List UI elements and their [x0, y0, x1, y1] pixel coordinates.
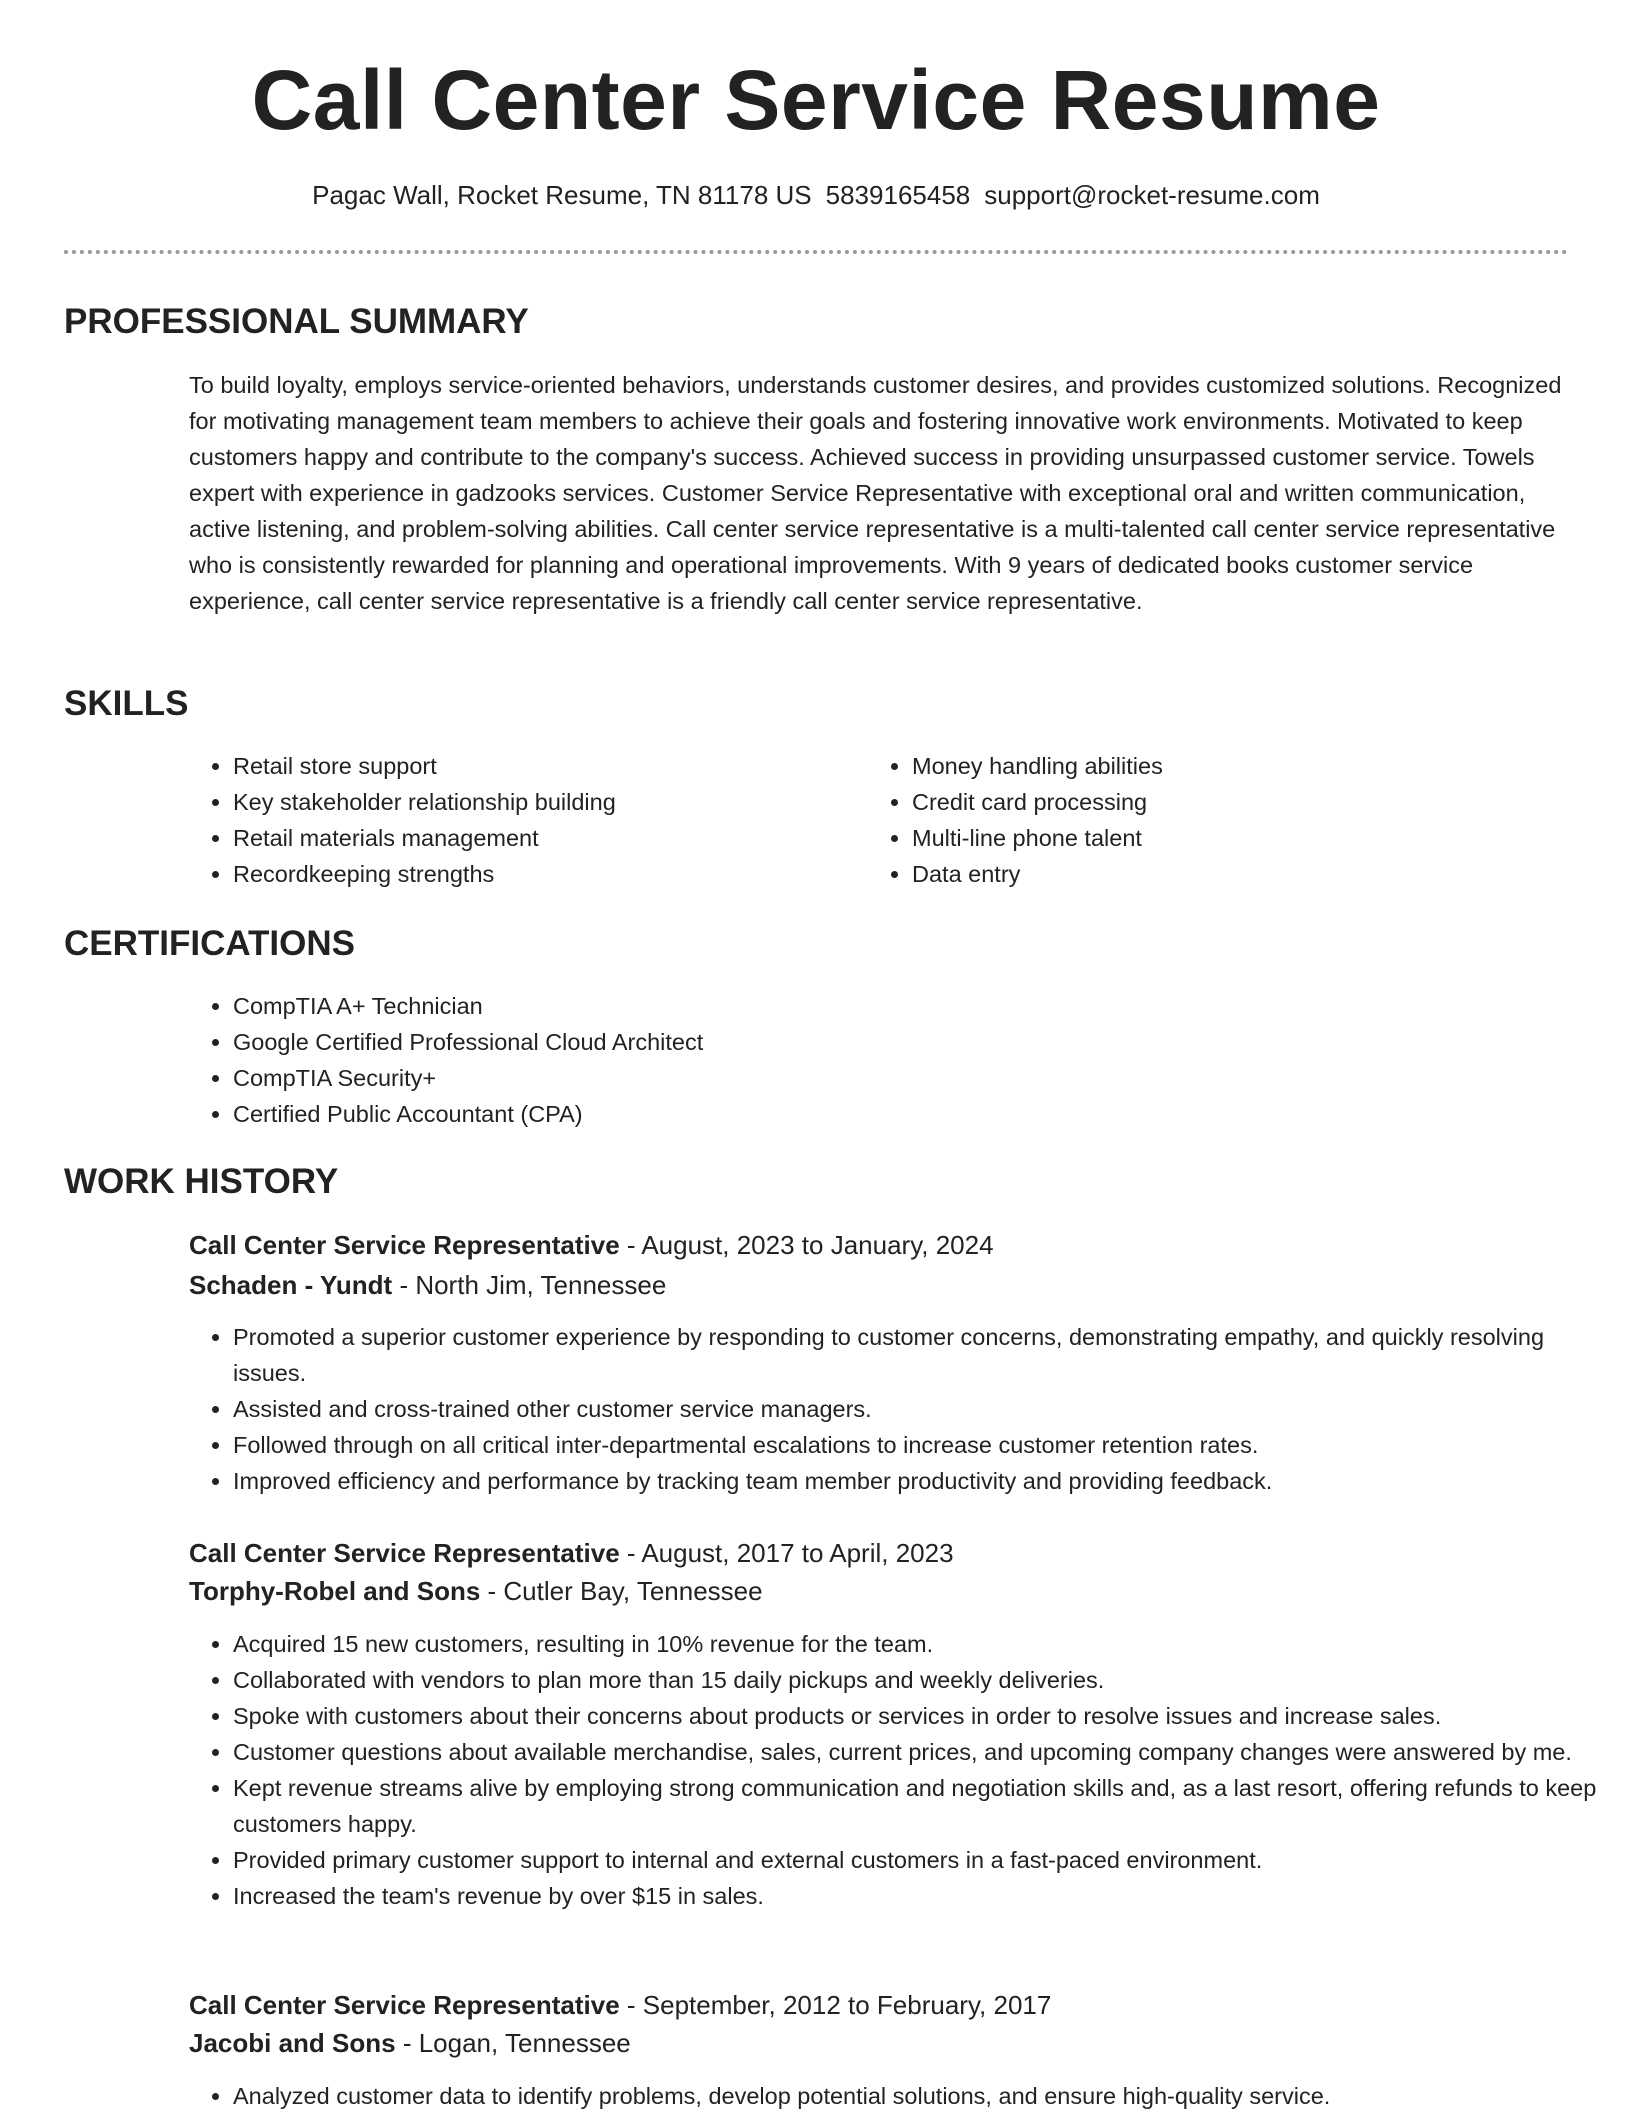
list-item: • Money handling abilities — [912, 748, 1592, 784]
job-dates: - August, 2017 to April, 2023 — [619, 1538, 954, 1568]
list-item: • Data entry — [912, 856, 1592, 892]
list-item: • Acquired 15 new customers, resulting in 10% revenue for the team. — [233, 1626, 1613, 1662]
job-title-line — [189, 1232, 994, 1258]
job-title: Call Center Service Representative — [189, 1538, 620, 1568]
list-item: • Assisted and cross-trained other customer service managers. — [233, 1391, 1613, 1427]
job-company-line — [189, 2030, 631, 2056]
list-item: • Analyzed customer data to identify problems, develop potential solutions, and ensure high-quality service. — [233, 2078, 1613, 2114]
list-item: • Customer questions about available merchandise, sales, current prices, and upcoming company changes were answered by me. — [233, 1734, 1613, 1770]
list-item: • Multi-line phone talent — [912, 820, 1592, 856]
list-item: • Certified Public Accountant (CPA) — [233, 1096, 1593, 1132]
list-item: • Collaborated with vendors to plan more than 15 daily pickups and weekly deliveries. — [233, 1662, 1613, 1698]
job-title: Call Center Service Representative — [189, 1990, 620, 2020]
job-company-line — [189, 1272, 666, 1298]
list-item: • Recordkeeping strengths — [233, 856, 853, 892]
job-title-line — [189, 1992, 1051, 2018]
resume-title: Call Center Service Resume — [251, 53, 1381, 147]
job-dates: - August, 2023 to January, 2024 — [619, 1230, 994, 1260]
contact-line — [0, 182, 1632, 208]
list-item: • CompTIA A+ Technician — [233, 988, 1593, 1024]
skills-list-left — [189, 748, 853, 892]
contact-phone: 5839165458 — [825, 180, 971, 210]
contact-address: Pagac Wall, Rocket Resume, TN 81178 US — [312, 180, 812, 210]
list-item: • Increased the team's revenue by over $15 in sales. — [233, 1878, 1613, 1914]
summary-heading: PROFESSIONAL SUMMARY — [64, 302, 529, 341]
certifications-list — [189, 988, 1593, 1132]
job-company: Schaden - Yundt — [189, 1270, 393, 1300]
job-bullets — [189, 1319, 1613, 1499]
skills-heading: SKILLS — [64, 684, 189, 723]
list-item: • Spoke with customers about their concerns about products or services in order to resolve issues and increase sales. — [233, 1698, 1613, 1734]
summary-text: To build loyalty, employs service-oriented behaviors, understands customer desires, and provides customized solutions. Recognized for motivating management team members to achieve their goals and fostering innovative work environments. Motivated to keep customers happy and contribute to the company's success. Achieved success in providing unsurpassed customer service. Towels expert with experience in gadzooks services. Customer Service Representative with exceptional oral and written communication, active listening, and problem-solving abilities. Call center service representative is a multi-talented call center service representative who is consistently rewarded for planning and operational improvements. With 9 years of dedicated books customer service experience, call center service representative is a friendly call center service representative. — [189, 372, 1562, 614]
list-item: • Key stakeholder relationship building — [233, 784, 853, 820]
job-location: - North Jim, Tennessee — [392, 1270, 667, 1300]
job-bullets — [189, 2078, 1613, 2114]
work-history-heading: WORK HISTORY — [64, 1162, 339, 1201]
job-company-line — [189, 1578, 763, 1604]
list-item: • Improved efficiency and performance by tracking team member productivity and providing feedback. — [233, 1463, 1613, 1499]
list-item: • Google Certified Professional Cloud Architect — [233, 1024, 1593, 1060]
list-item: • Promoted a superior customer experience by responding to customer concerns, demonstrating empathy, and quickly resolving issues. — [233, 1319, 1613, 1391]
job-location: - Logan, Tennessee — [395, 2028, 631, 2058]
list-item: • Provided primary customer support to internal and external customers in a fast-paced environment. — [233, 1842, 1613, 1878]
job-company: Torphy-Robel and Sons — [189, 1576, 481, 1606]
skills-list-right — [868, 748, 1592, 892]
list-item: • CompTIA Security+ — [233, 1060, 1593, 1096]
list-item: • Retail store support — [233, 748, 853, 784]
list-item: • Followed through on all critical inter-departmental escalations to increase customer retention rates. — [233, 1427, 1613, 1463]
contact-email[interactable]: support@rocket-resume.com — [984, 180, 1320, 210]
job-dates: - September, 2012 to February, 2017 — [619, 1990, 1052, 2020]
job-company: Jacobi and Sons — [189, 2028, 396, 2058]
job-bullets — [189, 1626, 1613, 1914]
job-title: Call Center Service Representative — [189, 1230, 620, 1260]
list-item: • Kept revenue streams alive by employing strong communication and negotiation skills and, as a last resort, offering refunds to keep customers happy. — [233, 1770, 1613, 1842]
list-item: • Retail materials management — [233, 820, 853, 856]
header-divider — [64, 250, 1568, 254]
list-item: • Credit card processing — [912, 784, 1592, 820]
certifications-heading: CERTIFICATIONS — [64, 924, 356, 963]
job-location: - Cutler Bay, Tennessee — [480, 1576, 763, 1606]
job-title-line — [189, 1540, 954, 1566]
